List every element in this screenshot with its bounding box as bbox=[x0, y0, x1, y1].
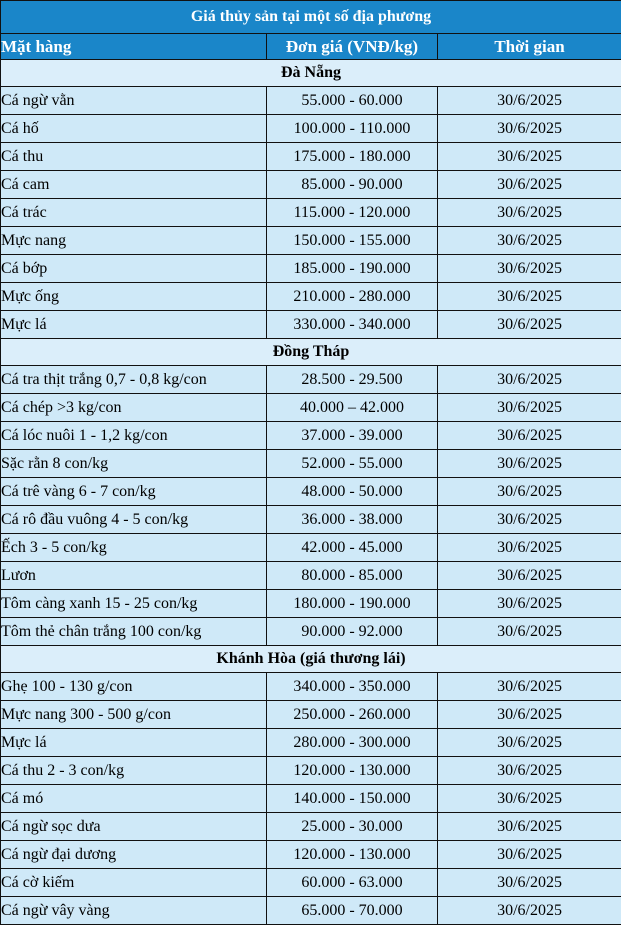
cell-date: 30/6/2025 bbox=[438, 115, 621, 143]
cell-date: 30/6/2025 bbox=[438, 450, 621, 478]
table-row bbox=[1, 701, 621, 729]
cell-date: 30/6/2025 bbox=[438, 701, 621, 729]
table-row bbox=[1, 450, 621, 478]
cell-date: 30/6/2025 bbox=[438, 366, 621, 394]
cell-date: 30/6/2025 bbox=[438, 785, 621, 813]
cell-item: Cá mó bbox=[1, 785, 267, 813]
cell-item: Cá trê vàng 6 - 7 con/kg bbox=[1, 478, 267, 506]
cell-item: Cá thu 2 - 3 con/kg bbox=[1, 757, 267, 785]
cell-date: 30/6/2025 bbox=[438, 171, 621, 199]
table-row bbox=[1, 757, 621, 785]
section-header-row bbox=[1, 646, 621, 673]
cell-item: Mực nang bbox=[1, 227, 267, 255]
table-row bbox=[1, 311, 621, 339]
table-row bbox=[1, 813, 621, 841]
cell-price: 90.000 - 92.000 bbox=[267, 618, 438, 646]
section-header: Khánh Hòa (giá thương lái) bbox=[1, 646, 621, 673]
table-row bbox=[1, 199, 621, 227]
cell-price: 100.000 - 110.000 bbox=[267, 115, 438, 143]
table-row bbox=[1, 115, 621, 143]
cell-item: Mực ống bbox=[1, 283, 267, 311]
table-row bbox=[1, 255, 621, 283]
table-row bbox=[1, 590, 621, 618]
cell-item: Cá ngừ đại dương bbox=[1, 841, 267, 869]
cell-item: Ếch 3 - 5 con/kg bbox=[1, 534, 267, 562]
cell-price: 80.000 - 85.000 bbox=[267, 562, 438, 590]
cell-date: 30/6/2025 bbox=[438, 394, 621, 422]
cell-price: 140.000 - 150.000 bbox=[267, 785, 438, 813]
cell-price: 115.000 - 120.000 bbox=[267, 199, 438, 227]
cell-date: 30/6/2025 bbox=[438, 478, 621, 506]
cell-price: 25.000 - 30.000 bbox=[267, 813, 438, 841]
cell-date: 30/6/2025 bbox=[438, 562, 621, 590]
table-row bbox=[1, 506, 621, 534]
table-row bbox=[1, 673, 621, 701]
cell-item: Tôm càng xanh 15 - 25 con/kg bbox=[1, 590, 267, 618]
table-row bbox=[1, 534, 621, 562]
cell-price: 60.000 - 63.000 bbox=[267, 869, 438, 897]
cell-item: Sặc rằn 8 con/kg bbox=[1, 450, 267, 478]
table-row bbox=[1, 729, 621, 757]
table-row bbox=[1, 143, 621, 171]
cell-date: 30/6/2025 bbox=[438, 813, 621, 841]
cell-item: Cá chép >3 kg/con bbox=[1, 394, 267, 422]
table-row bbox=[1, 283, 621, 311]
section-header: Đà Nẵng bbox=[1, 60, 621, 87]
cell-price: 250.000 - 260.000 bbox=[267, 701, 438, 729]
cell-price: 180.000 - 190.000 bbox=[267, 590, 438, 618]
cell-item: Mực lá bbox=[1, 311, 267, 339]
column-header-price: Đơn giá (VNĐ/kg) bbox=[267, 34, 438, 60]
cell-item: Cá ngừ vây vàng bbox=[1, 897, 267, 925]
table-row bbox=[1, 562, 621, 590]
cell-price: 42.000 - 45.000 bbox=[267, 534, 438, 562]
table-body bbox=[1, 60, 621, 925]
cell-date: 30/6/2025 bbox=[438, 283, 621, 311]
table-row bbox=[1, 87, 621, 115]
cell-price: 37.000 - 39.000 bbox=[267, 422, 438, 450]
cell-price: 52.000 - 55.000 bbox=[267, 450, 438, 478]
cell-price: 48.000 - 50.000 bbox=[267, 478, 438, 506]
cell-price: 210.000 - 280.000 bbox=[267, 283, 438, 311]
cell-date: 30/6/2025 bbox=[438, 227, 621, 255]
section-header: Đồng Tháp bbox=[1, 339, 621, 366]
cell-item: Cá hố bbox=[1, 115, 267, 143]
section-header-row bbox=[1, 60, 621, 87]
cell-item: Cá cam bbox=[1, 171, 267, 199]
cell-date: 30/6/2025 bbox=[438, 143, 621, 171]
table-header-row bbox=[1, 34, 621, 60]
cell-price: 120.000 - 130.000 bbox=[267, 757, 438, 785]
cell-date: 30/6/2025 bbox=[438, 590, 621, 618]
cell-price: 40.000 – 42.000 bbox=[267, 394, 438, 422]
cell-item: Mực nang 300 - 500 g/con bbox=[1, 701, 267, 729]
table-row bbox=[1, 869, 621, 897]
table-row bbox=[1, 394, 621, 422]
table-row bbox=[1, 785, 621, 813]
cell-item: Lươn bbox=[1, 562, 267, 590]
cell-date: 30/6/2025 bbox=[438, 757, 621, 785]
cell-item: Cá bớp bbox=[1, 255, 267, 283]
cell-date: 30/6/2025 bbox=[438, 255, 621, 283]
cell-item: Ghẹ 100 - 130 g/con bbox=[1, 673, 267, 701]
cell-date: 30/6/2025 bbox=[438, 199, 621, 227]
table-title: Giá thủy sản tại một số địa phương bbox=[1, 1, 621, 34]
column-header-item: Mặt hàng bbox=[1, 34, 267, 60]
cell-date: 30/6/2025 bbox=[438, 534, 621, 562]
cell-item: Cá ngừ sọc dưa bbox=[1, 813, 267, 841]
table-row bbox=[1, 897, 621, 925]
cell-price: 330.000 - 340.000 bbox=[267, 311, 438, 339]
cell-price: 175.000 - 180.000 bbox=[267, 143, 438, 171]
cell-price: 65.000 - 70.000 bbox=[267, 897, 438, 925]
cell-date: 30/6/2025 bbox=[438, 618, 621, 646]
table-title-row bbox=[1, 1, 621, 34]
cell-price: 55.000 - 60.000 bbox=[267, 87, 438, 115]
cell-date: 30/6/2025 bbox=[438, 841, 621, 869]
cell-date: 30/6/2025 bbox=[438, 311, 621, 339]
cell-date: 30/6/2025 bbox=[438, 422, 621, 450]
cell-price: 185.000 - 190.000 bbox=[267, 255, 438, 283]
column-header-date: Thời gian bbox=[438, 34, 621, 60]
cell-price: 28.500 - 29.500 bbox=[267, 366, 438, 394]
cell-item: Mực lá bbox=[1, 729, 267, 757]
cell-item: Cá rô đầu vuông 4 - 5 con/kg bbox=[1, 506, 267, 534]
cell-item: Cá thu bbox=[1, 143, 267, 171]
table-row bbox=[1, 422, 621, 450]
cell-price: 340.000 - 350.000 bbox=[267, 673, 438, 701]
table-row bbox=[1, 478, 621, 506]
table-row bbox=[1, 841, 621, 869]
section-header-row bbox=[1, 339, 621, 366]
cell-date: 30/6/2025 bbox=[438, 897, 621, 925]
cell-item: Cá trác bbox=[1, 199, 267, 227]
cell-date: 30/6/2025 bbox=[438, 729, 621, 757]
cell-price: 150.000 - 155.000 bbox=[267, 227, 438, 255]
cell-price: 36.000 - 38.000 bbox=[267, 506, 438, 534]
cell-price: 85.000 - 90.000 bbox=[267, 171, 438, 199]
cell-date: 30/6/2025 bbox=[438, 87, 621, 115]
cell-item: Tôm thẻ chân trắng 100 con/kg bbox=[1, 618, 267, 646]
cell-item: Cá lóc nuôi 1 - 1,2 kg/con bbox=[1, 422, 267, 450]
table-row bbox=[1, 227, 621, 255]
table-row bbox=[1, 171, 621, 199]
cell-price: 280.000 - 300.000 bbox=[267, 729, 438, 757]
cell-date: 30/6/2025 bbox=[438, 506, 621, 534]
cell-item: Cá ngừ vằn bbox=[1, 87, 267, 115]
cell-price: 120.000 - 130.000 bbox=[267, 841, 438, 869]
table-row bbox=[1, 618, 621, 646]
table-row bbox=[1, 366, 621, 394]
cell-date: 30/6/2025 bbox=[438, 869, 621, 897]
cell-date: 30/6/2025 bbox=[438, 673, 621, 701]
cell-item: Cá tra thịt trắng 0,7 - 0,8 kg/con bbox=[1, 366, 267, 394]
cell-item: Cá cờ kiếm bbox=[1, 869, 267, 897]
